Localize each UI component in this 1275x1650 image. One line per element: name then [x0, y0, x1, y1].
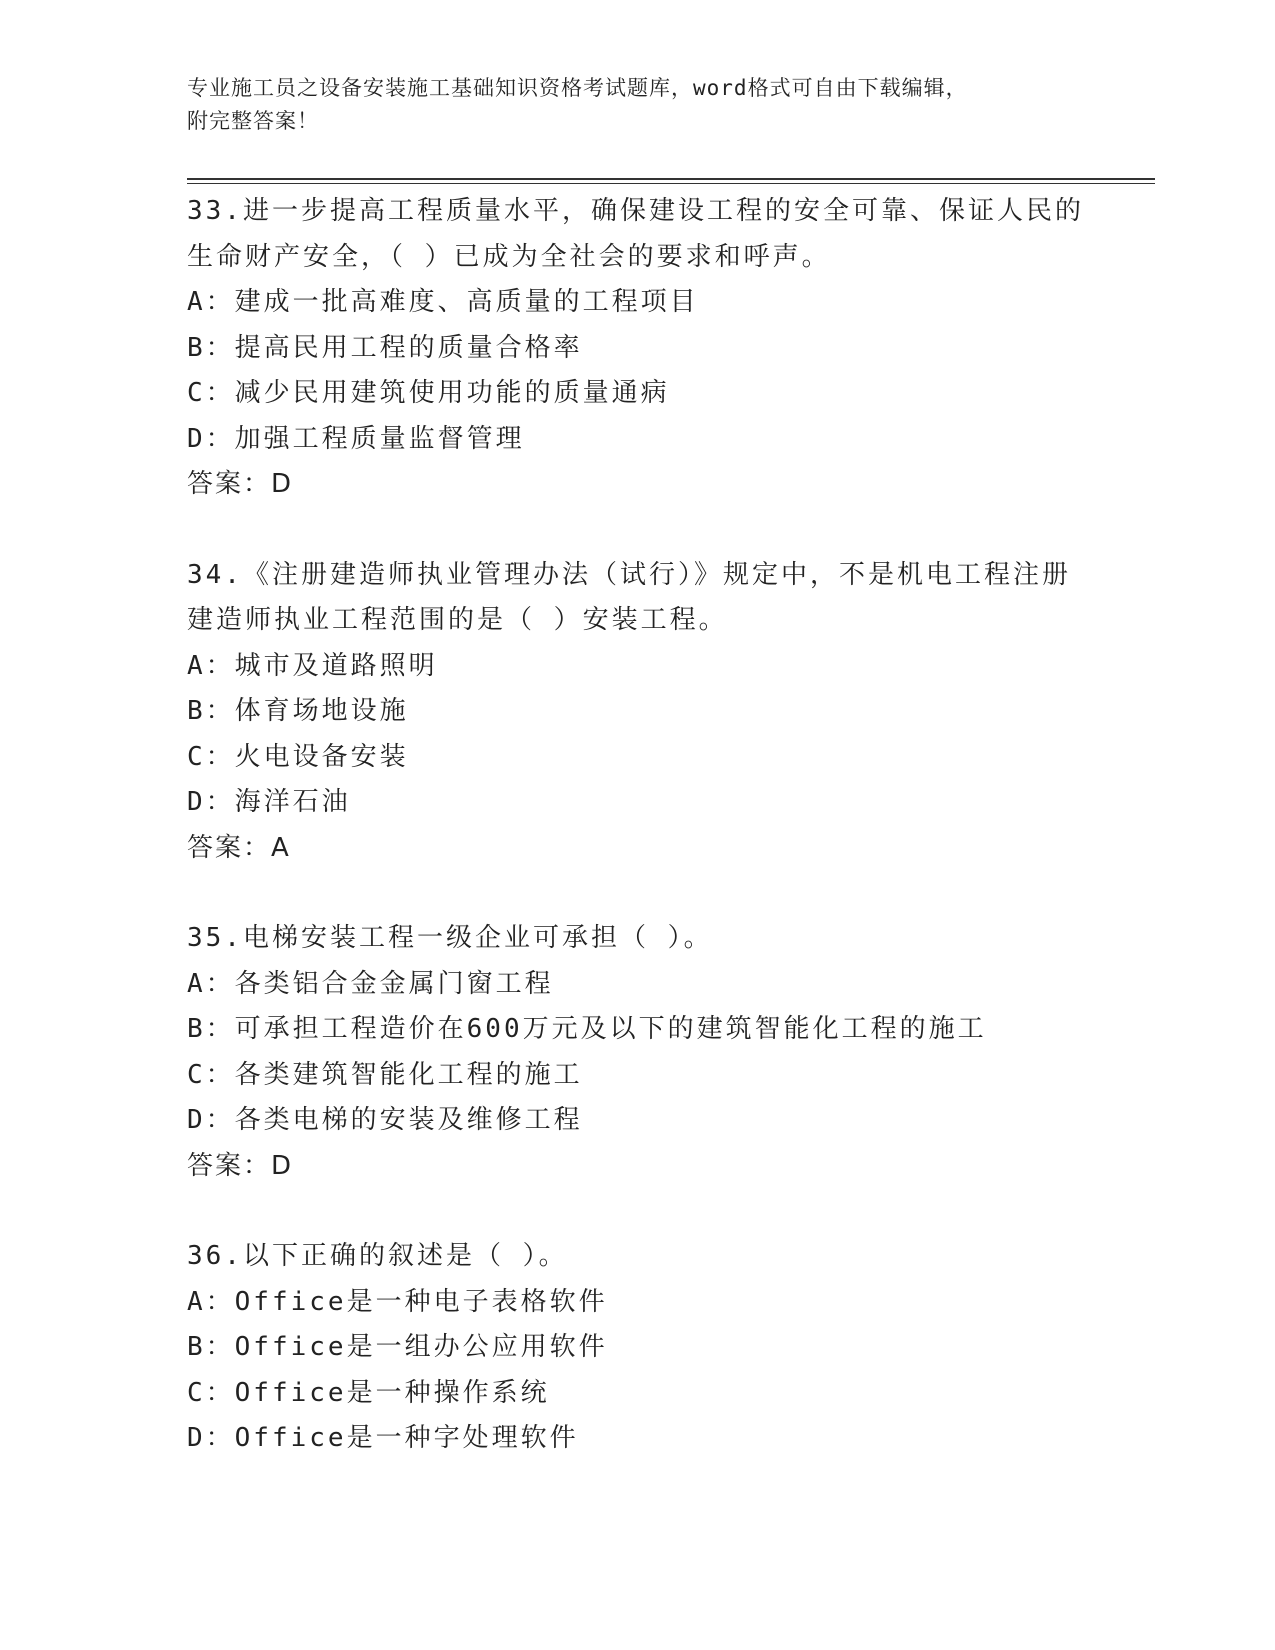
header-line-1: 专业施工员之设备安装施工基础知识资格考试题库，word格式可自由下载编辑，: [187, 76, 968, 100]
header-divider-thin: [187, 183, 1155, 184]
header-line-2: 附完整答案！: [187, 109, 319, 133]
question-stem-continued: 建造师执业工程范围的是（ ）安装工程。: [187, 605, 728, 635]
question-34: [187, 553, 1087, 872]
option-a: A：建成一批高难度、高质量的工程项目: [187, 287, 699, 317]
option-c: C：火电设备安装: [187, 741, 409, 772]
answer-line: 答案：D: [187, 469, 294, 499]
option-c: C：各类建筑智能化工程的施工: [187, 1059, 583, 1090]
option-a: A：Office是一种电子表格软件: [187, 1286, 608, 1317]
option-a: A：各类铝合金金属门窗工程: [187, 968, 554, 999]
option-d: D：Office是一种字处理软件: [187, 1423, 579, 1453]
question-33: [187, 189, 1087, 508]
question-36: [187, 1234, 1087, 1462]
document-header: [187, 72, 1067, 138]
question-stem-continued: 生命财产安全，（ ）已成为全社会的要求和呼声。: [187, 241, 831, 272]
option-d: D：各类电梯的安装及维修工程: [187, 1105, 583, 1135]
option-c: C：Office是一种操作系统: [187, 1377, 550, 1408]
option-b: B：提高民用工程的质量合格率: [187, 332, 583, 363]
option-b: B：体育场地设施: [187, 696, 409, 726]
option-c: C：减少民用建筑使用功能的质量通病: [187, 378, 670, 408]
question-stem: 36.以下正确的叙述是（ ）。: [187, 1241, 568, 1271]
question-stem: 33.进一步提高工程质量水平，确保建设工程的安全可靠、保证人民的: [187, 196, 1084, 226]
question-stem: 35.电梯安装工程一级企业可承担（ ）。: [187, 923, 713, 953]
question-stem: 34.《注册建造师执业管理办法（试行）》规定中，不是机电工程注册: [187, 559, 1071, 590]
header-divider-thick: [187, 178, 1155, 180]
option-a: A：城市及道路照明: [187, 650, 438, 681]
option-d: D：海洋石油: [187, 787, 351, 817]
option-d: D：加强工程质量监督管理: [187, 423, 525, 454]
option-b: B：可承担工程造价在600万元及以下的建筑智能化工程的施工: [187, 1014, 987, 1044]
answer-line: 答案：A: [187, 832, 291, 863]
option-b: B：Office是一组办公应用软件: [187, 1332, 608, 1362]
answer-line: 答案：D: [187, 1150, 294, 1181]
question-35: [187, 916, 1087, 1189]
question-list: [187, 189, 1087, 1462]
